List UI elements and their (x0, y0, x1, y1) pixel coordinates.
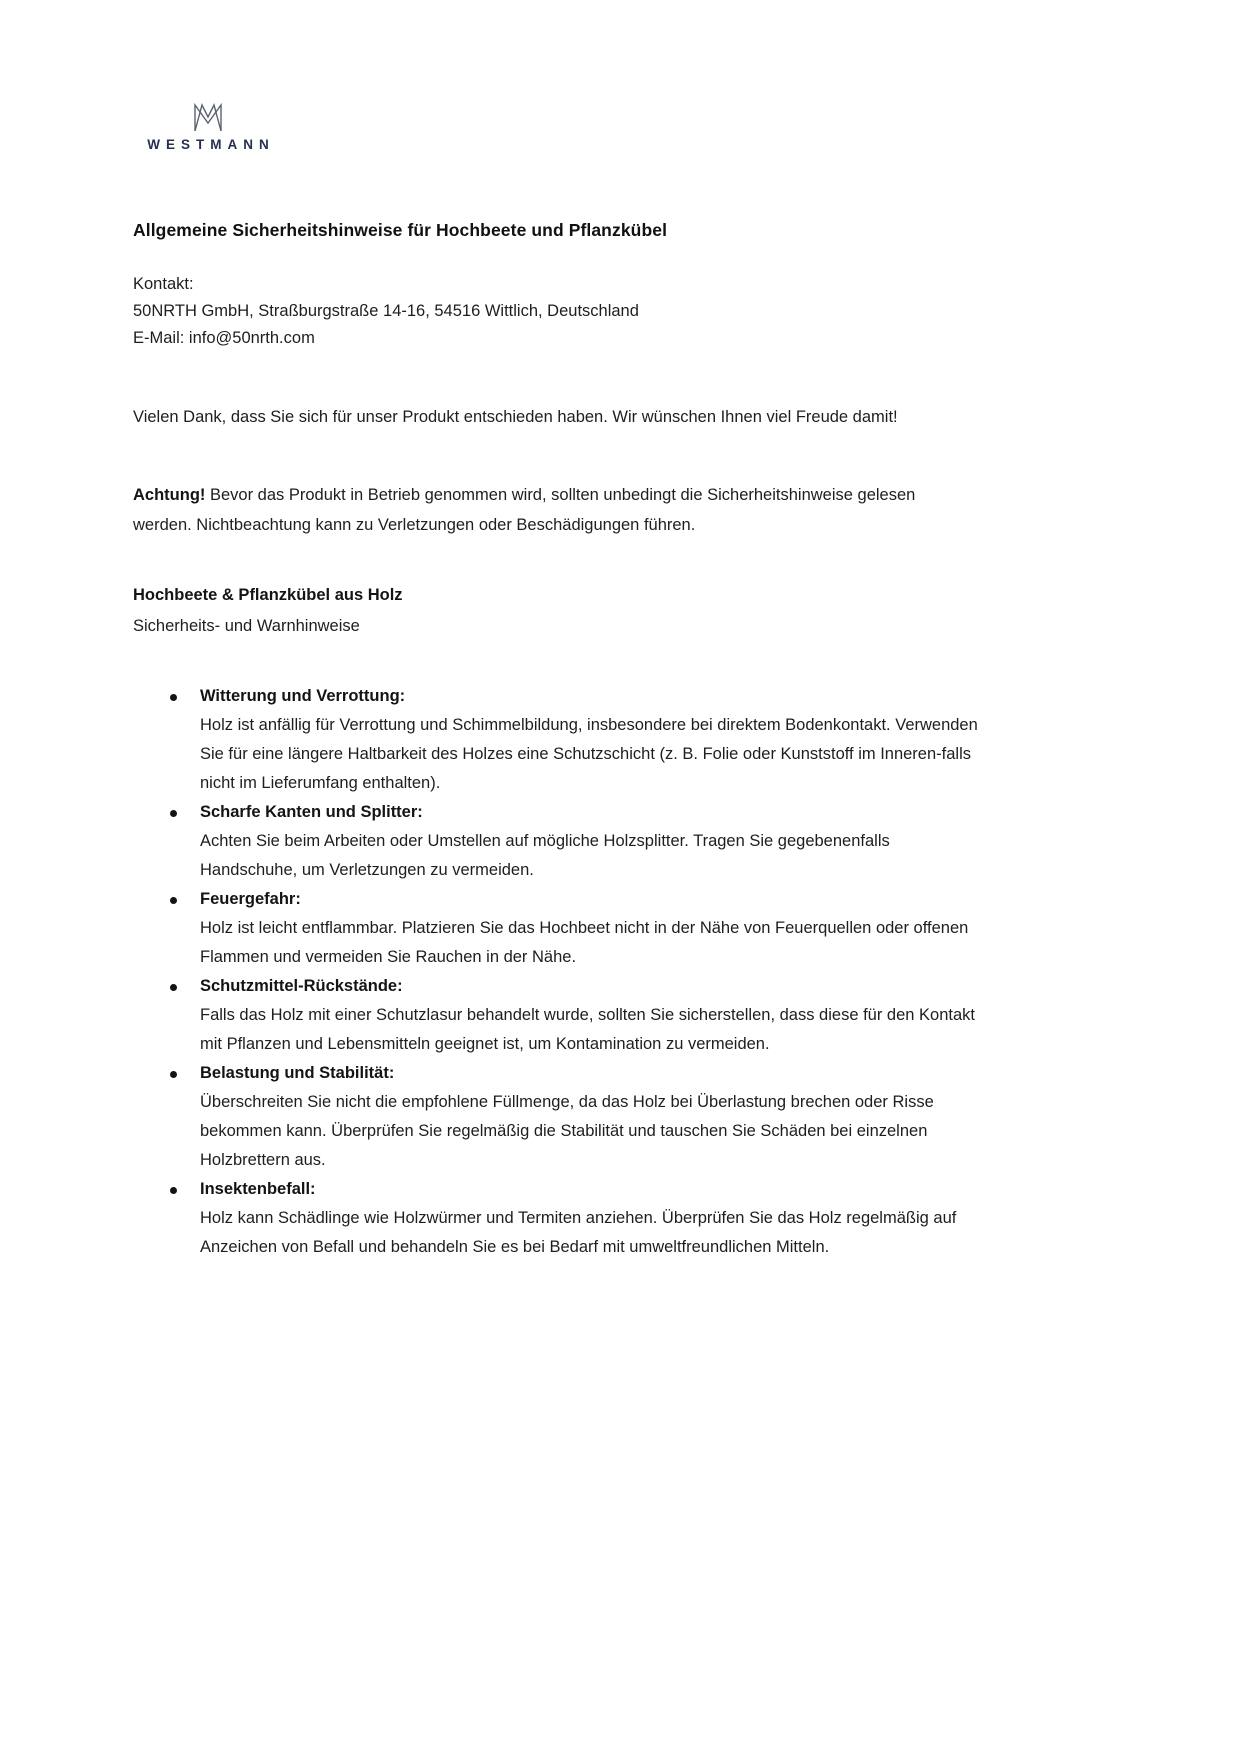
safety-list (133, 682, 978, 1262)
bullet-text: Falls das Holz mit einer Schutzlasur behandelt wurde, sollten Sie sicherstellen, dass diese für den Kontakt mit Pflanzen und Lebensmitteln geeignet ist, um Kontamination zu vermeiden. (200, 1006, 975, 1053)
intro-paragraph: Vielen Dank, dass Sie sich für unser Produkt entschieden haben. Wir wünschen Ihnen viel Freude damit! (133, 408, 898, 426)
bullet-title: Schutzmittel-Rückstände: (200, 977, 403, 995)
bullet-title: Scharfe Kanten und Splitter: (200, 803, 423, 821)
section-subheading: Sicherheits- und Warnhinweise (133, 617, 360, 635)
list-item (133, 885, 978, 972)
list-item (133, 1059, 978, 1175)
bullet-text: Achten Sie beim Arbeiten oder Umstellen auf mögliche Holzsplitter. Tragen Sie gegebenenfalls Handschuhe, um Verletzungen zu vermeiden. (200, 832, 890, 879)
list-item (133, 972, 978, 1059)
contact-address: 50NRTH GmbH, Straßburgstraße 14-16, 54516 Wittlich, Deutschland (133, 302, 639, 320)
contact-email: E-Mail: info@50nrth.com (133, 329, 315, 347)
warning-text: Bevor das Produkt in Betrieb genommen wird, sollten unbedingt die Sicherheitshinweise gelesen werden. Nichtbeachtung kann zu Verletzungen oder Beschädigungen führen. (133, 486, 916, 534)
bullet-title: Insektenbefall: (200, 1180, 316, 1198)
bullet-title: Witterung und Verrottung: (200, 687, 406, 705)
list-item (133, 1175, 978, 1262)
bullet-text: Überschreiten Sie nicht die empfohlene Füllmenge, da das Holz bei Überlastung brechen oder Risse bekommen kann. Überprüfen Sie regelmäßig die Stabilität und tauschen Sie Schäden bei einzelnen Holzbrettern aus. (200, 1093, 934, 1169)
bullet-text: Holz kann Schädlinge wie Holzwürmer und Termiten anziehen. Überprüfen Sie das Holz regelmäßig auf Anzeichen von Befall und behandeln Sie es bei Bedarf mit umweltfreundlichen Mitteln. (200, 1209, 957, 1256)
bullet-text: Holz ist leicht entflammbar. Platzieren Sie das Hochbeet nicht in der Nähe von Feuerquellen oder offenen Flammen und vermeiden Sie Rauchen in der Nähe. (200, 919, 969, 966)
bullet-text: Holz ist anfällig für Verrottung und Schimmelbildung, insbesondere bei direktem Bodenkontakt. Verwenden Sie für eine längere Haltbarkeit des Holzes eine Schutzschicht (z. B. Folie oder Kunststoff im Inneren-falls nicht im Lieferumfang enthalten). (200, 716, 978, 792)
westmann-logo (133, 103, 283, 152)
bullet-title: Feuergefahr: (200, 890, 301, 908)
page-content (133, 0, 978, 1262)
bullet-title: Belastung und Stabilität: (200, 1064, 395, 1082)
list-item (133, 798, 978, 885)
warning-paragraph (133, 480, 978, 540)
warning-label: Achtung! (133, 486, 206, 504)
westmann-monogram-icon (187, 103, 229, 133)
list-item (133, 682, 978, 798)
section-heading: Hochbeete & Pflanzkübel aus Holz (133, 586, 403, 604)
page-title: Allgemeine Sicherheitshinweise für Hochbeete und Pflanzkübel (133, 220, 668, 240)
brand-wordmark: WESTMANN (147, 137, 275, 152)
contact-block (133, 271, 978, 352)
contact-label: Kontakt: (133, 275, 194, 293)
